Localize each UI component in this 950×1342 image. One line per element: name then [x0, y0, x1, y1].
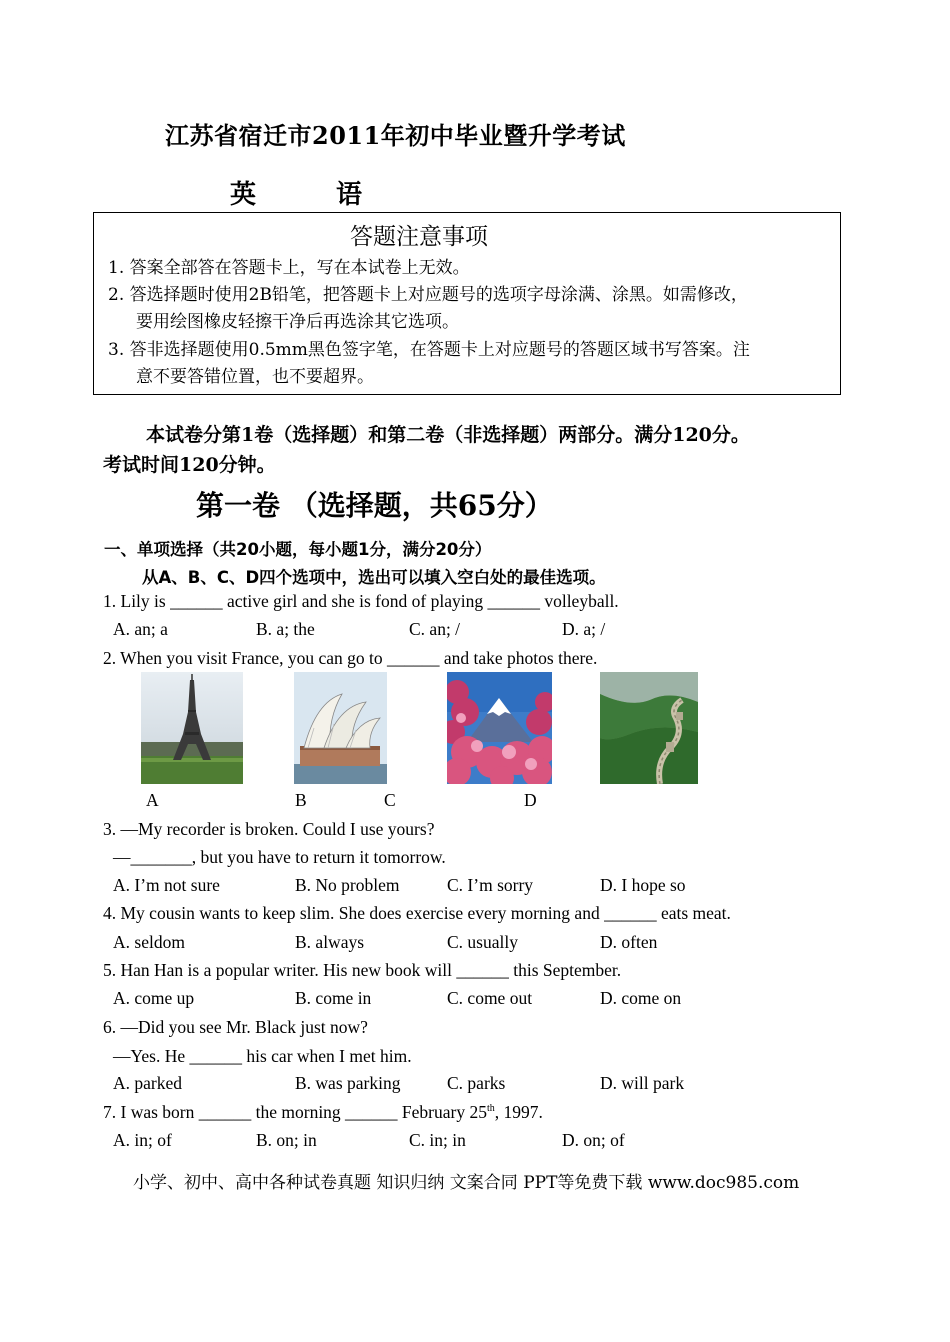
footer-text: 小学、初中、高中各种试卷真题 知识归纳 文案合同 PPT等免费下载 www.doc985.com: [133, 1173, 800, 1193]
question-4-option-b: B. always: [295, 932, 365, 952]
question-4-stem: 4. My cousin wants to keep slim. She does exercise every morning and ______ eats meat.: [103, 903, 731, 923]
question-6-option-c: C. parks: [447, 1073, 506, 1093]
question-6-stem-2: —Yes. He ______ his car when I met him.: [113, 1046, 412, 1066]
question-1-option-b: B. a; the: [256, 619, 315, 639]
question-2-stem: 2. When you visit France, you can go to ______ and take photos there.: [103, 648, 598, 668]
question-3-option-c: C. I’m sorry: [447, 875, 534, 895]
question-3-option-b: B. No problem: [295, 875, 400, 895]
notice-item-3-cont: 意不要答错位置，也不要超界。: [136, 367, 374, 387]
mount-fuji-photo: [447, 672, 552, 784]
question-4-option-c: C. usually: [447, 932, 518, 952]
notice-title: 答题注意事项: [350, 224, 488, 250]
question-4-option-a: A. seldom: [113, 932, 185, 952]
notice-item-2: 2. 答选择题时使用2B铅笔，把答题卡上对应题号的选项字母涂满、涂黑。如需修改，: [108, 285, 748, 305]
eiffel-tower-photo: [141, 672, 243, 784]
question-1-option-a: A. an; a: [113, 619, 168, 639]
question-7-option-c: C. in; in: [409, 1130, 466, 1150]
question-7-stem-sup: th: [486, 1103, 495, 1115]
notice-item-1: 1. 答案全部答在答题卡上，写在本试卷上无效。: [108, 258, 470, 278]
question-3-stem: 3. —My recorder is broken. Could I use yours?: [103, 819, 435, 839]
question-2-option-d: D: [524, 790, 537, 810]
question-7-stem: [103, 1102, 543, 1123]
part-title: 第一卷 （选择题，共65分）: [196, 489, 553, 522]
question-6-option-b: B. was parking: [295, 1073, 401, 1093]
section-instruction: 从A、B、C、D四个选项中，选出可以填入空白处的最佳选项。: [142, 568, 606, 587]
question-6-stem: 6. —Did you see Mr. Black just now?: [103, 1017, 368, 1037]
subject-char-1: 英: [230, 180, 257, 210]
question-2-option-b: B: [295, 790, 307, 810]
question-6-option-a: A. parked: [113, 1073, 183, 1093]
question-3-stem-2: —_______, but you have to return it tomorrow.: [113, 847, 446, 867]
question-1-option-c: C. an; /: [409, 619, 461, 639]
question-4-option-d: D. often: [600, 932, 658, 952]
question-5-stem: 5. Han Han is a popular writer. His new book will ______ this September.: [103, 960, 622, 980]
question-3-option-d: D. I hope so: [600, 875, 686, 895]
question-7-stem-main: 7. I was born ______ the morning ______ February 25: [103, 1102, 487, 1122]
question-6-option-d: D. will park: [600, 1073, 685, 1093]
great-wall-photo: [600, 672, 698, 784]
question-5-option-d: D. come on: [600, 988, 682, 1008]
subject-char-2: 语: [336, 180, 363, 210]
question-7-option-b: B. on; in: [256, 1130, 317, 1150]
question-7-option-d: D. on; of: [562, 1130, 625, 1150]
question-5-option-c: C. come out: [447, 988, 533, 1008]
question-2-option-c: C: [384, 790, 396, 810]
question-1-stem: 1. Lily is ______ active girl and she is fond of playing ______ volleyball.: [103, 591, 619, 611]
question-5-option-a: A. come up: [113, 988, 195, 1008]
question-1-option-d: D. a; /: [562, 619, 606, 639]
question-5-option-b: B. come in: [295, 988, 372, 1008]
notice-item-3: 3. 答非选择题使用0.5mm黑色签字笔，在答题卡上对应题号的答题区域书写答案。注: [108, 340, 750, 360]
question-3-option-a: A. I’m not sure: [113, 875, 220, 895]
intro-line-1: 本试卷分第1卷（选择题）和第二卷（非选择题）两部分。满分120分。: [146, 424, 750, 446]
question-2-option-a: A: [146, 790, 159, 810]
opera-house-photo: [294, 672, 387, 784]
section-heading: 一、单项选择（共20小题，每小题1分，满分20分）: [104, 540, 492, 559]
question-7-stem-end: , 1997.: [494, 1102, 543, 1122]
notice-item-2-cont: 要用绘图橡皮轻擦干净后再选涂其它选项。: [136, 312, 459, 332]
question-7-option-a: A. in; of: [113, 1130, 172, 1150]
intro-line-2: 考试时间120分钟。: [103, 454, 276, 476]
exam-title: 江苏省宿迁市2011年初中毕业暨升学考试: [165, 121, 626, 150]
subject-title: [230, 174, 362, 211]
